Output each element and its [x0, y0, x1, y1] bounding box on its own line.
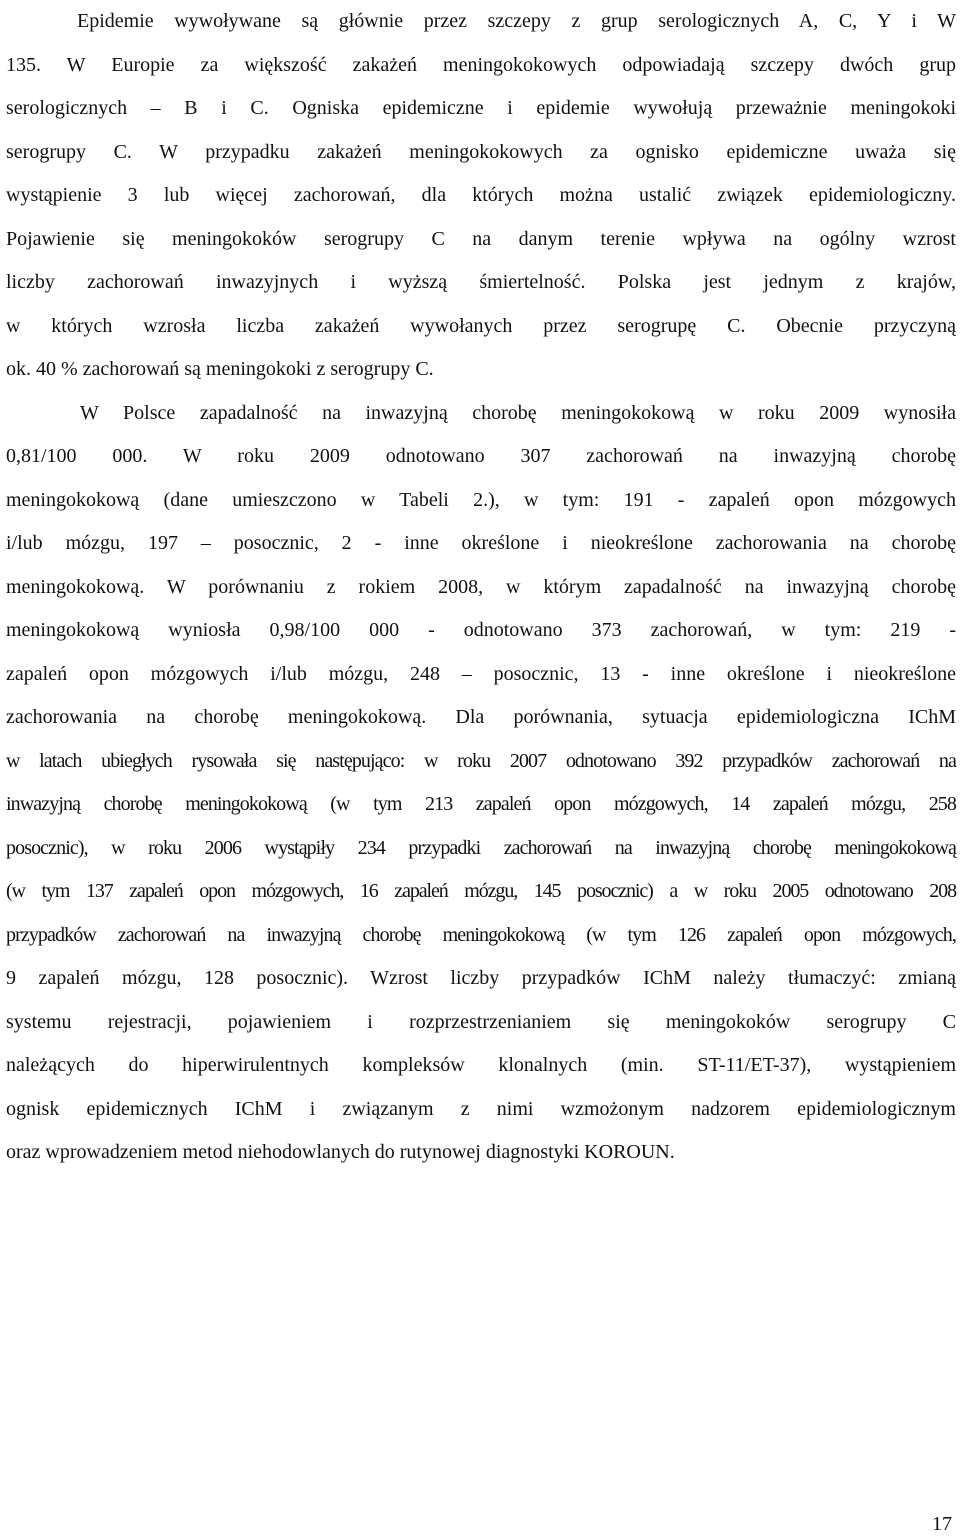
text-line: systemu rejestracji, pojawieniem i rozprzestrzenianiem się meningokoków serogrupy C [6, 1010, 956, 1033]
text-line: W Polsce zapadalność na inwazyjną chorobę meningokokową w roku 2009 wynosiła [80, 401, 956, 424]
text-line: ok. 40 % zachorowań są meningokoki z serogrupy C. [6, 358, 434, 380]
text-line: w których wzrosła liczba zakażeń wywołanych przez serogrupę C. Obecnie przyczyną [6, 314, 956, 337]
text-line: 135. W Europie za większość zakażeń meningokokowych odpowiadają szczepy dwóch grup [6, 53, 956, 76]
text-line: Epidemie wywoływane są głównie przez szczepy z grup serologicznych A, C, Y i W [77, 10, 956, 32]
text-line: Pojawienie się meningokoków serogrupy C na danym terenie wpływa na ogólny wzrost [6, 227, 956, 250]
text-line: meningokokową wyniosła 0,98/100 000 - odnotowano 373 zachorowań, w tym: 219 - [6, 619, 956, 641]
text-line: zachorowania na chorobę meningokokową. Dla porównania, sytuacja epidemiologiczna IChM [6, 706, 956, 728]
document-body [6, 0, 956, 1175]
text-line: przypadków zachorowań na inwazyjną chorobę meningokokową (w tym 126 zapaleń opon mózgowych, [6, 923, 956, 946]
text-line: 0,81/100 000. W roku 2009 odnotowano 307 zachorowań na inwazyjną chorobę [6, 445, 956, 467]
text-line: serogrupy C. W przypadku zakażeń meningokokowych za ognisko epidemiczne uważa się [6, 140, 956, 163]
text-line: inwazyjną chorobę meningokokową (w tym 213 zapaleń opon mózgowych, 14 zapaleń mózgu, 258 [6, 793, 956, 815]
text-line: należących do hiperwirulentnych kompleksów klonalnych (min. ST-11/ET-37), wystąpieniem [6, 1054, 956, 1076]
text-line: wystąpienie 3 lub więcej zachorowań, dla których można ustalić związek epidemiologiczny. [6, 184, 956, 206]
text-line: (w tym 137 zapaleń opon mózgowych, 16 zapaleń mózgu, 145 posocznic) a w roku 2005 odnotowano 208 [6, 880, 956, 902]
text-line: serologicznych – B i C. Ogniska epidemiczne i epidemie wywołują przeważnie meningokoki [6, 97, 956, 119]
text-line: zapaleń opon mózgowych i/lub mózgu, 248 – posocznic, 13 - inne określone i nieokreślone [6, 662, 956, 685]
text-line: oraz wprowadzeniem metod niehodowlanych do rutynowej diagnostyki KOROUN. [6, 1141, 675, 1163]
text-line: w latach ubiegłych rysowała się następująco: w roku 2007 odnotowano 392 przypadków zachorowań na [6, 749, 956, 772]
text-line: ognisk epidemicznych IChM i związanym z nimi wzmożonym nadzorem epidemiologicznym [6, 1097, 956, 1120]
text-line: liczby zachorowań inwazyjnych i wyższą śmiertelność. Polska jest jednym z krajów, [6, 271, 956, 293]
text-line: meningokokową. W porównaniu z rokiem 2008, w którym zapadalność na inwazyjną chorobę [6, 575, 956, 598]
text-line: i/lub mózgu, 197 – posocznic, 2 - inne określone i nieokreślone zachorowania na chorobę [6, 532, 956, 554]
page-number: 17 [932, 1513, 952, 1535]
text-line: posocznic), w roku 2006 wystąpiły 234 przypadki zachorowań na inwazyjną chorobę meningokokową [6, 836, 956, 859]
text-line: meningokokową (dane umieszczono w Tabeli 2.), w tym: 191 - zapaleń opon mózgowych [6, 488, 956, 511]
text-line: 9 zapaleń mózgu, 128 posocznic). Wzrost liczby przypadków IChM należy tłumaczyć: zmianą [6, 967, 956, 989]
